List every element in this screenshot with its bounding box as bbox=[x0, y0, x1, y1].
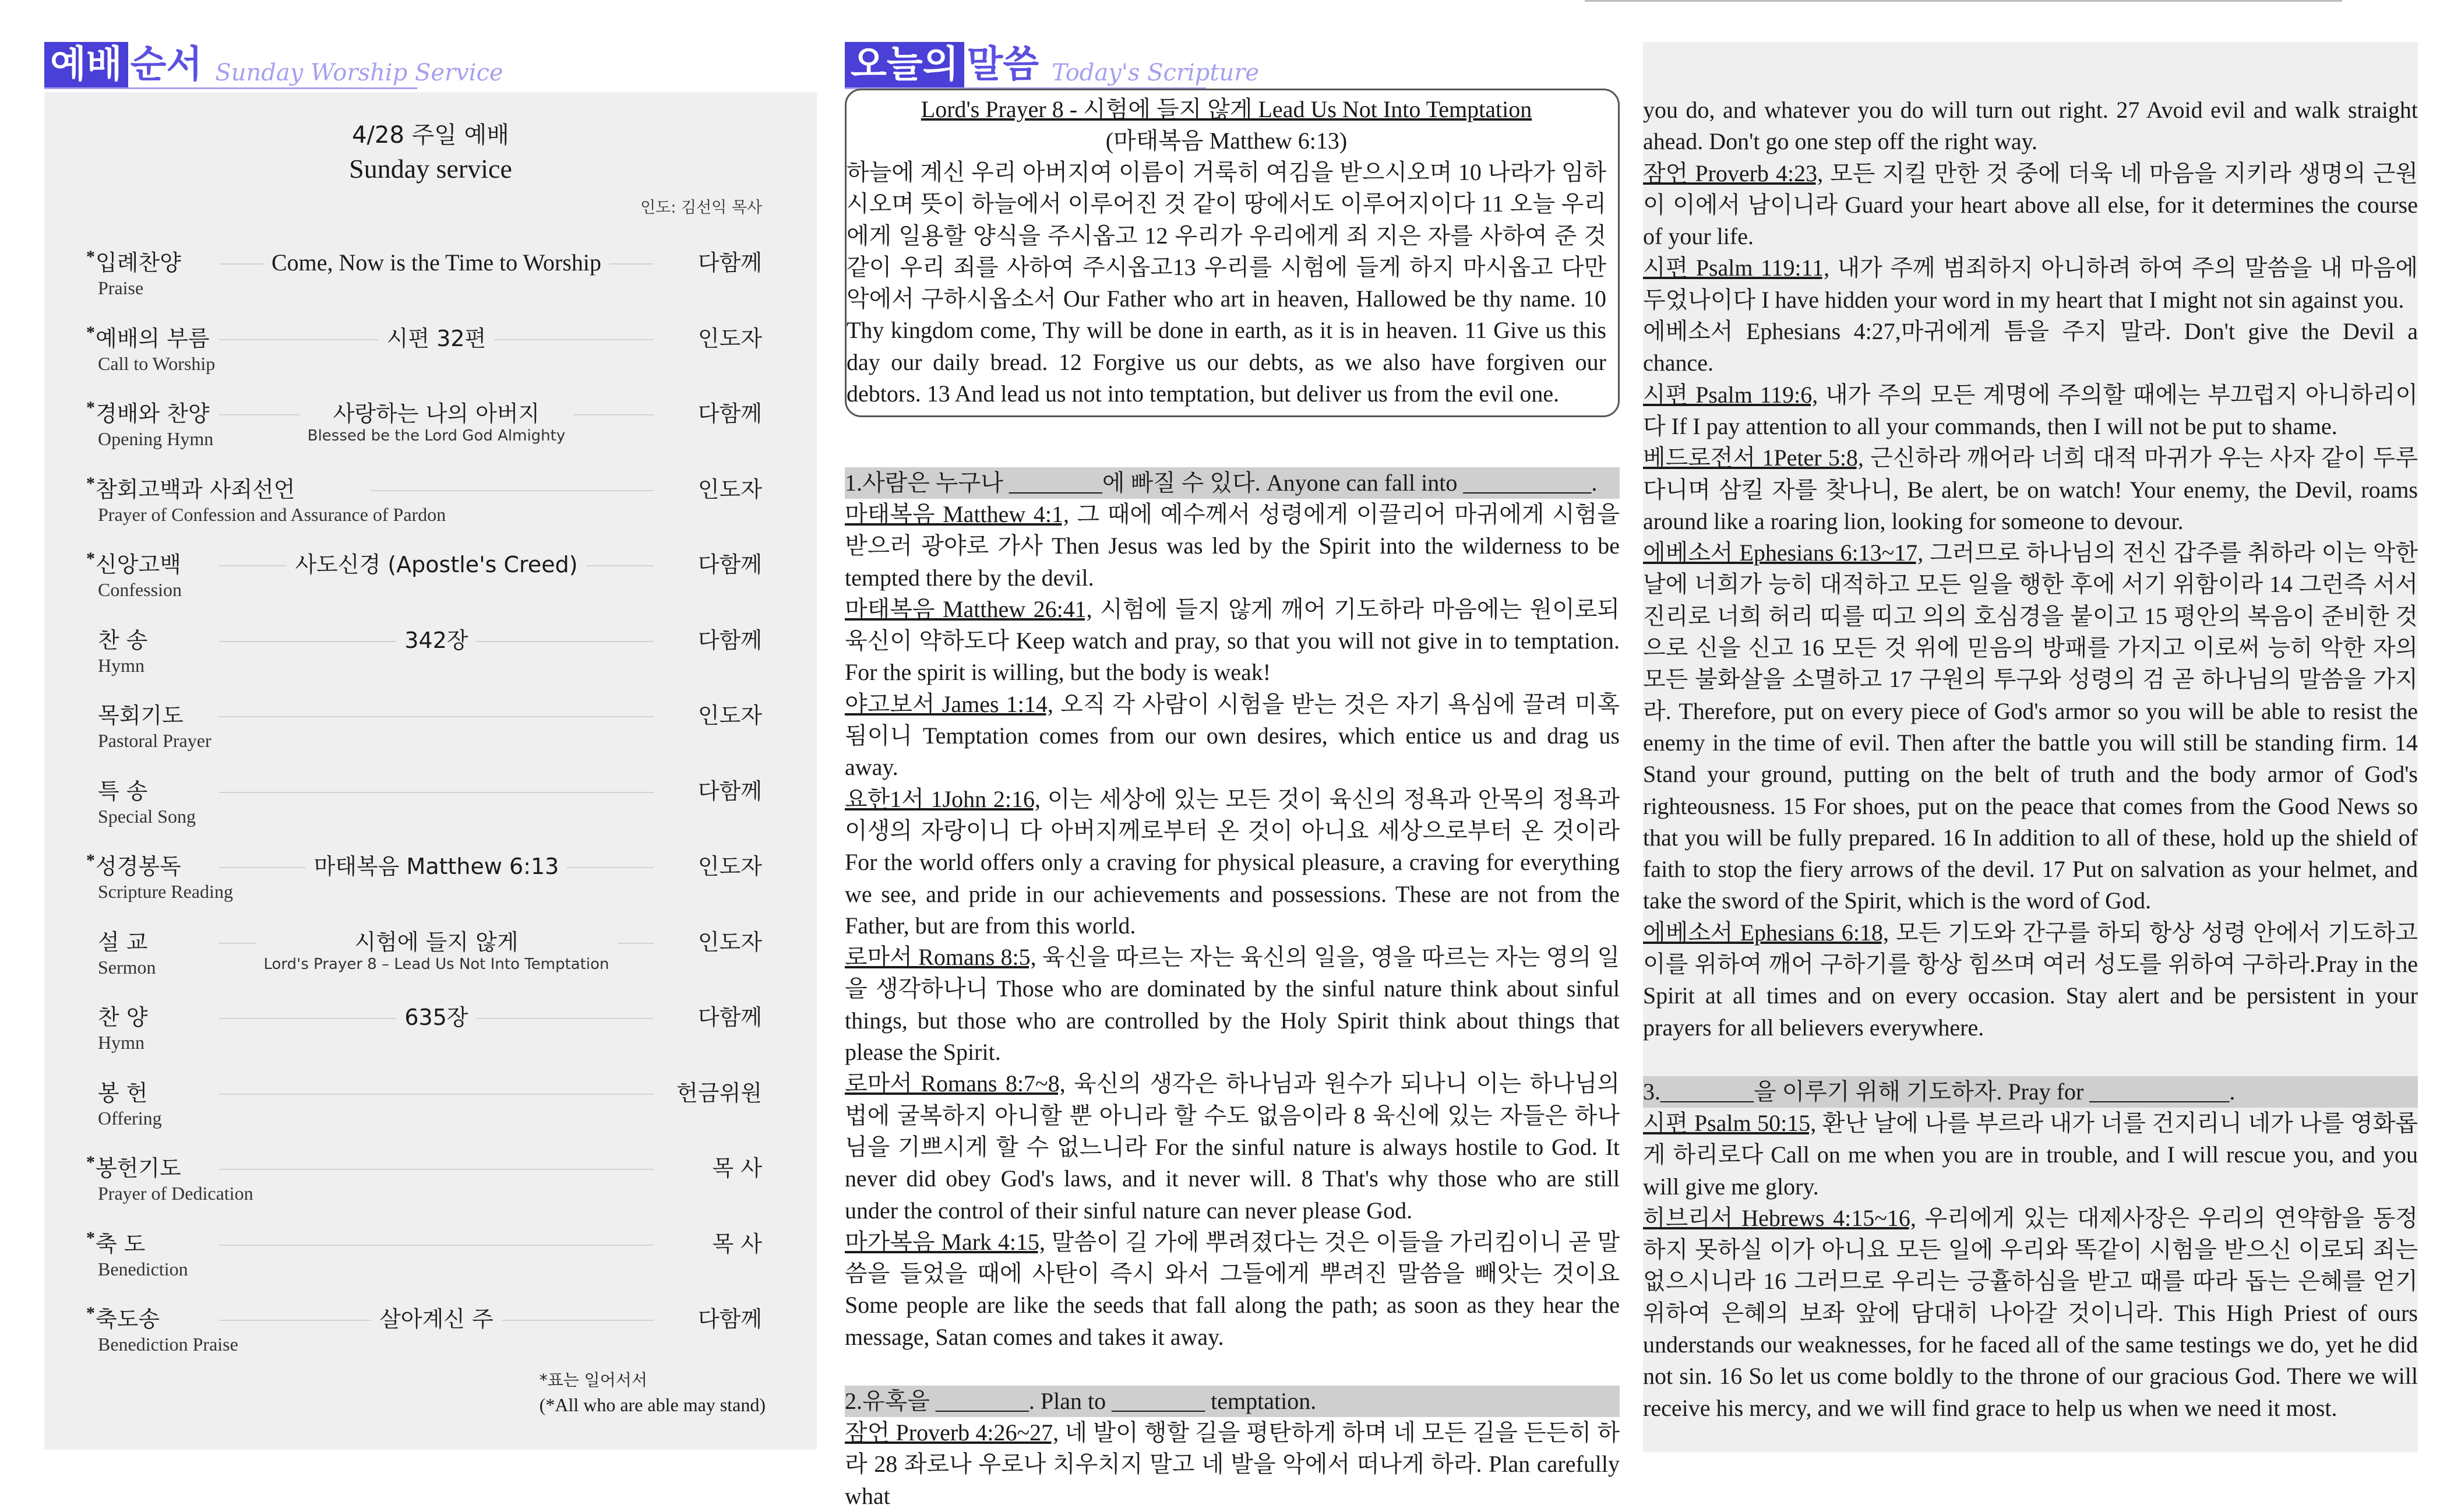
column-2-lead: you do, and whatever you do will turn out right. 27 Avoid evil and walk straight ahead. Don't go one step off the right way. bbox=[1643, 97, 2418, 155]
service-item-content-text: 635장 bbox=[404, 1005, 468, 1030]
verse-text: 근신하라 깨어라 너희 대적 마귀가 우는 사자 같이 두루 다니며 삼킬 자를 찾나니, Be alert, be on watch! Your enemy, the Devil, roams around like a roaring lion, looking for someone to devour. bbox=[1643, 445, 2418, 534]
scripture-tag-script: Today's Scripture bbox=[1052, 59, 1260, 86]
service-item-content bbox=[396, 627, 476, 654]
service-item-center bbox=[219, 400, 654, 445]
service-item-content-text: 시험에 들지 않게 bbox=[354, 929, 519, 955]
service-item bbox=[44, 473, 817, 546]
service-item-content-text: 342장 bbox=[404, 627, 468, 653]
column-1-body bbox=[845, 467, 1620, 1512]
verse-entry bbox=[845, 784, 1620, 942]
service-item-responsible: 인도자 bbox=[697, 929, 762, 955]
scripture-tag-box: 오늘의 bbox=[845, 42, 964, 87]
service-item-responsible: 다함께 bbox=[697, 778, 762, 804]
service-item bbox=[44, 778, 817, 848]
stand-marker: * bbox=[86, 1228, 95, 1247]
service-item-en: Hymn bbox=[98, 654, 144, 676]
column-2-verses bbox=[1643, 94, 2418, 1044]
scripture-header bbox=[845, 35, 1259, 87]
service-item-rule bbox=[371, 490, 654, 491]
service-item bbox=[44, 551, 817, 621]
service-item-en: Special Song bbox=[98, 805, 196, 827]
service-item-content bbox=[379, 325, 495, 352]
service-item-responsible: 인도자 bbox=[697, 325, 762, 351]
service-item-subtitle: Lord's Prayer 8 – Lead Us Not Into Temptation bbox=[263, 955, 609, 973]
verse-ref: 요한1서 1John 2:16, bbox=[845, 785, 1041, 812]
service-item-center bbox=[219, 1306, 654, 1333]
verse-text: 시험에 들지 않게 깨어 기도하라 마음에는 원이로되 육신이 약하도다 Keep watch and pray, so that you will not give in to temptation. For the spirit is willing, but the body is weak! bbox=[845, 595, 1620, 686]
worship-tag-box: 예배 bbox=[44, 42, 128, 87]
service-item-ko: 설 교 bbox=[98, 929, 148, 955]
service-item bbox=[44, 1152, 817, 1225]
service-item-ko: 축 도 bbox=[96, 1231, 146, 1257]
service-item bbox=[44, 1228, 817, 1300]
column-2-list bbox=[1643, 158, 2418, 1044]
stand-marker: * bbox=[86, 549, 95, 568]
verse-entry bbox=[845, 594, 1620, 689]
question-2: 2.유혹을 ________. Plan to ________ temptation. bbox=[845, 1386, 1620, 1417]
service-item-responsible: 다함께 bbox=[697, 1306, 762, 1332]
service-item-responsible: 목 사 bbox=[712, 1155, 762, 1181]
verse-entry bbox=[1643, 252, 2418, 316]
scripture-tag-plain: 말씀 bbox=[967, 43, 1039, 86]
verse-ref: 시편 Psalm 119:6, bbox=[1643, 381, 1818, 408]
verse-text: 육신의 생각은 하나님과 원수가 되나니 이는 하나님의 법에 굴복하지 아니할 뿐 아니라 할 수도 없음이라 8 육신에 있는 자들은 하나님을 기쁘시게 할 수 없느니라 For the sinful nature is always hostile to God. It never did obey God's laws, and it never will. 8 That's why those who are still under the control of their sinful nature can never please God. bbox=[845, 1070, 1620, 1224]
service-item-content-text: 시편 32편 bbox=[386, 325, 486, 351]
service-title-en: Sunday service bbox=[349, 154, 512, 184]
verse-ref: 마태복음 Matthew 4:1, bbox=[845, 501, 1069, 527]
service-item-rule bbox=[219, 1169, 654, 1170]
verse-ref: 히브리서 Hebrews 4:15~16, bbox=[1643, 1204, 1916, 1231]
verse-text: 모든 지킬 만한 것 중에 더욱 네 마음을 지키라 생명의 근원이 이에서 남이니라 Guard your heart above all else, for it determines the course of your life. bbox=[1643, 160, 2418, 250]
verse-text: 우리에게 있는 대제사장은 우리의 연약함을 동정하지 못하실 이가 아니요 모든 일에 우리와 똑같이 시험을 받으신 이로되 죄는 없으시니라 16 그러므로 우리는 긍휼하심을 받고 때를 따라 돕는 은혜를 얻기 위하여 은혜의 보좌 앞에 담대히 나아갈 것이니라. This High Priest of ours understands our weaknesses, for he faced all of the same testings we do, yet he did not sin. 16 So let us come boldly to the throne of our gracious God. There we will receive his mercy, and we will find grace to help us when we need it most. bbox=[1643, 1204, 2418, 1421]
verse-entry bbox=[1643, 379, 2418, 443]
verse-ref: 로마서 Romans 8:7~8, bbox=[845, 1070, 1066, 1097]
scripture-column-2 bbox=[1643, 94, 2418, 1424]
service-item-responsible: 인도자 bbox=[697, 854, 762, 879]
verse-entry bbox=[845, 689, 1620, 784]
service-item-center bbox=[219, 853, 654, 880]
verse-text: 말씀이 길 가에 뿌려졌다는 것은 이들을 가리킴이니 곧 말씀을 들었을 때에 사탄이 즉시 와서 그들에게 뿌려진 말씀을 빼앗는 것이요 Some people are like the seeds that fall along the path; as soon as they hear the message, Satan comes and takes it away. bbox=[845, 1228, 1620, 1350]
service-item-ko: 경배와 찬양 bbox=[96, 401, 210, 427]
service-item-ko: 목회기도 bbox=[98, 703, 184, 728]
verse-text: 내가 주의 모든 계명에 주의할 때에는 부끄럽지 아니하리이다 If I pay attention to all your commands, then I will not be put to shame. bbox=[1643, 381, 2418, 439]
service-leader: 인도: 김선익 목사 bbox=[640, 199, 762, 217]
worship-header bbox=[44, 35, 503, 87]
verse-entry bbox=[845, 1417, 1620, 1512]
verse-text: 오직 각 사람이 시험을 받는 것은 자기 욕심에 끌려 미혹됨이니 Temptation comes from our own desires, which entice us and drag us away. bbox=[845, 690, 1620, 781]
service-item-content-text: 살아계신 주 bbox=[379, 1306, 493, 1332]
service-item-center bbox=[219, 627, 654, 654]
service-item-en: Sermon bbox=[98, 956, 156, 978]
service-item-responsible: 인도자 bbox=[697, 703, 762, 728]
service-item bbox=[44, 400, 817, 470]
service-item-rule bbox=[219, 716, 654, 717]
stand-note-ko: *표는 일어서서 bbox=[539, 1370, 647, 1390]
service-item-responsible: 목 사 bbox=[712, 1231, 762, 1257]
verse-entry bbox=[1643, 158, 2418, 253]
service-item-en: Prayer of Confession and Assurance of Pardon bbox=[98, 503, 446, 525]
service-item-en: Scripture Reading bbox=[98, 881, 233, 902]
service-item-ko: 봉헌기도 bbox=[96, 1155, 181, 1181]
verse-ref: 베드로전서 1Peter 5:8, bbox=[1643, 445, 1864, 471]
worship-tag-script: Sunday Worship Service bbox=[215, 59, 503, 86]
verse-entry bbox=[1643, 1108, 2418, 1203]
verse-entry bbox=[1643, 442, 2418, 537]
verse-text: 에베소서 Ephesians 4:27,마귀에게 틈을 주지 말라. Don't give the Devil a chance. bbox=[1643, 318, 2418, 376]
service-item-content-text: 사랑하는 나의 아버지 bbox=[333, 401, 540, 427]
service-item-ko: 신앙고백 bbox=[96, 552, 181, 577]
verse-entry bbox=[1643, 537, 2418, 917]
question-1: 1.사람은 누구나 ________에 빠질 수 있다. Anyone can fall into ___________. bbox=[845, 467, 1620, 499]
worship-header-rule bbox=[44, 87, 417, 89]
verse-ref: 마가복음 Mark 4:15, bbox=[845, 1228, 1045, 1255]
service-item-en: Pastoral Prayer bbox=[98, 730, 211, 751]
prayer-title bbox=[847, 94, 1606, 157]
service-item bbox=[44, 249, 817, 319]
service-item-ko: 봉 헌 bbox=[98, 1080, 148, 1106]
verse-ref: 로마서 Romans 8:5, bbox=[845, 944, 1036, 971]
verse-ref: 야고보서 James 1:14, bbox=[845, 690, 1053, 717]
service-item-responsible: 인도자 bbox=[697, 476, 762, 502]
service-item-content bbox=[306, 853, 567, 880]
service-item-ko: 축도송 bbox=[96, 1306, 160, 1332]
service-item-ko: 입례찬양 bbox=[96, 250, 181, 276]
verse-text: 그 때에 예수께서 성령에게 이끌리어 마귀에게 시험을 받으러 광야로 가사 Then Jesus was led by the Spirit into the wilderness to be tempted there by the devil. bbox=[845, 501, 1620, 591]
service-item-en: Benediction Praise bbox=[98, 1334, 238, 1355]
service-item bbox=[44, 1080, 817, 1150]
service-item-ko: 찬 송 bbox=[98, 627, 148, 653]
service-item-responsible: 헌금위원 bbox=[676, 1080, 762, 1106]
verse-entry bbox=[1643, 1203, 2418, 1424]
service-item-en: Hymn bbox=[98, 1032, 144, 1053]
service-item bbox=[44, 853, 817, 923]
stand-marker: * bbox=[86, 1303, 95, 1323]
service-title-ko: 4/28 주일 예배 bbox=[352, 122, 509, 149]
verse-text: 육신을 따르는 자는 육신의 일을, 영을 따르는 자는 영의 일을 생각하나니 Those who are dominated by the sinful nature think about sinful things, but those who are controlled by the Holy Spirit think about things that please the Spirit. bbox=[845, 944, 1620, 1066]
service-item-rule bbox=[219, 792, 654, 793]
verse-entry bbox=[845, 942, 1620, 1068]
stand-marker: * bbox=[86, 851, 95, 870]
order-of-service-panel bbox=[44, 92, 817, 1450]
service-item-ko: 특 송 bbox=[98, 778, 148, 804]
service-item bbox=[44, 1004, 817, 1074]
prayer-text: 하늘에 계신 우리 아버지여 이름이 거룩히 여김을 받으시오며 10 나라가 임하시오며 뜻이 하늘에서 이루어진 것 같이 땅에서도 이루어지이다 11 오늘 우리에게 일용할 양식을 주시옵고 12 우리가 우리에게 죄 지은 자를 사하여 준 것 같이 우리 죄를 사하여 주시옵고13 우리를 시험에 들게 하지 마시옵고 다만 악에서 구하시옵소서 Our Father who art in heaven, Hallowed be thy name. 10 Thy kingdom come, Thy will be done in earth, as it is in heaven. 11 Give us this day our daily bread. 12 Forgive us our debts, as we also have forgiven our debtors. 13 And lead us not into temptation, but deliver us from the evil one. bbox=[847, 159, 1606, 407]
service-item-content-text: Come, Now is the Time to Worship bbox=[271, 249, 602, 276]
column-2-tail bbox=[1643, 1108, 2418, 1424]
service-item-content bbox=[256, 929, 618, 973]
verse-ref: 시편 Psalm 50:15, bbox=[1643, 1109, 1817, 1136]
worship-tag-plain: 순서 bbox=[130, 43, 203, 86]
service-item bbox=[44, 702, 817, 772]
verse-text: 그러므로 하나님의 전신 갑주를 취하라 이는 악한 날에 너희가 능히 대적하고 모든 일을 행한 후에 서기 위함이라 14 그런즉 서서 진리로 너희 허리 띠를 띠고 의의 호심경을 붙이고 15 평안의 복음이 준비한 것으로 신을 신고 16 모든 것 위에 믿음의 방패를 가지고 이로써 능히 악한 자의 모든 불화살을 소멸하고 17 구원의 투구와 성령의 검 곧 하나님의 말씀을 가지라. Therefore, put on every piece of God's armor so you will be able to resist the enemy in the time of evil. Then after the battle you will still be standing firm. 14 Stand your ground, putting on the belt of truth and the body armor of God's righteousness. 15 For shoes, put on the peace that comes from the Good News so that you will be fully prepared. 16 In addition to all of these, hold up the shield of faith to stop the fiery arrows of the devil. 17 Put on salvation as your helmet, and take the sword of the Spirit, which is the word of God. bbox=[1643, 540, 2418, 914]
service-item-center bbox=[219, 1004, 654, 1031]
service-item bbox=[44, 627, 817, 697]
verse-text: 환난 날에 나를 부르라 내가 너를 건지리니 네가 나를 영화롭게 하리로다 Call on me when you are in trouble, and I will rescue you, and you will give me glory. bbox=[1643, 1109, 2418, 1200]
stand-marker: * bbox=[86, 473, 95, 493]
service-item-en: Call to Worship bbox=[98, 353, 216, 374]
verse-text: 이는 세상에 있는 모든 것이 육신의 정욕과 안목의 정욕과 이생의 자랑이니 다 아버지께로부터 온 것이 아니요 세상으로부터 온 것이라 For the world offers only a craving for physical pleasure, a craving for everything we see, and pride in our achievements and possessions. These are not from the Father, but are from this world. bbox=[845, 785, 1620, 939]
verse-ref: 에베소서 Ephesians 6:18, bbox=[1643, 919, 1889, 946]
service-item-content bbox=[396, 1004, 476, 1031]
verse-ref: 에베소서 Ephesians 6:13~17, bbox=[1643, 540, 1924, 566]
service-item bbox=[44, 322, 817, 395]
service-item-en: Confession bbox=[98, 579, 182, 600]
verse-entry bbox=[845, 1226, 1620, 1353]
verse-text: 내가 주께 범죄하지 아니하려 하여 주의 말씀을 내 마음에 두었나이다 I have hidden your word in my heart that I might not sin against you. bbox=[1643, 255, 2418, 313]
service-item-center bbox=[219, 929, 654, 973]
service-item-en: Offering bbox=[98, 1107, 162, 1129]
service-item-responsible: 다함께 bbox=[697, 401, 762, 427]
prayer-title-main: Lord's Prayer 8 - 시험에 들지 않게 Lead Us Not Into Temptation bbox=[921, 96, 1532, 122]
service-item-center bbox=[219, 551, 654, 578]
service-item-responsible: 다함께 bbox=[697, 250, 762, 276]
top-rule bbox=[1585, 0, 2342, 2]
service-item-responsible: 다함께 bbox=[697, 627, 762, 653]
verse-ref: 시편 Psalm 119:11, bbox=[1643, 255, 1830, 281]
verse-entry bbox=[1643, 917, 2418, 1044]
service-item-en: Prayer of Dedication bbox=[98, 1183, 253, 1204]
spacer bbox=[1643, 1044, 2418, 1076]
verse-text: 모든 기도와 간구를 하되 항상 성령 안에서 기도하고 이를 위하여 깨어 구하기를 항상 힘쓰며 여러 성도를 위하여 구하라.Pray in the Spirit at all times and on every occasion. Stay alert and be persistent in your prayers for all believers everywhere. bbox=[1643, 919, 2418, 1041]
stand-note bbox=[540, 1368, 766, 1417]
service-item-center bbox=[219, 325, 654, 352]
service-item-rule bbox=[219, 1245, 654, 1246]
service-item-ko: 예배의 부름 bbox=[96, 325, 210, 351]
column-1-tail bbox=[845, 1417, 1620, 1512]
stand-marker: * bbox=[86, 398, 95, 417]
service-item bbox=[44, 1303, 817, 1376]
service-item-content-text: 마태복음 Matthew 6:13 bbox=[313, 854, 559, 879]
question-3: 3.________을 이루기 위해 기도하자. Pray for ____________. bbox=[1643, 1076, 2418, 1108]
verse-entry bbox=[845, 1068, 1620, 1226]
stand-marker: * bbox=[86, 1152, 95, 1172]
stand-marker: * bbox=[86, 247, 95, 266]
service-item-subtitle: Blessed be the Lord God Almighty bbox=[307, 427, 566, 445]
service-item-en: Benediction bbox=[98, 1258, 188, 1280]
service-item-content bbox=[287, 551, 586, 578]
spacer bbox=[845, 1353, 1620, 1386]
stand-note-en: (*All who are able may stand) bbox=[539, 1394, 766, 1415]
lords-prayer-box bbox=[845, 89, 1620, 417]
service-item-content bbox=[371, 1306, 502, 1333]
verse-entry bbox=[1643, 316, 2418, 379]
service-item-ko: 성경봉독 bbox=[96, 854, 181, 879]
service-item-responsible: 다함께 bbox=[697, 1005, 762, 1030]
service-item-responsible: 다함께 bbox=[697, 552, 762, 577]
service-item-content bbox=[263, 249, 609, 276]
verse-text: 네 발이 행할 길을 평탄하게 하며 네 모든 길을 든든히 하라 28 좌로나 우로나 치우치지 말고 네 발을 악에서 떠나게 하라. Plan carefully what bbox=[845, 1419, 1620, 1509]
service-item-en: Praise bbox=[98, 277, 144, 298]
verse-ref: 잠언 Proverb 4:23, bbox=[1643, 160, 1824, 186]
service-item-en: Opening Hymn bbox=[98, 428, 214, 449]
service-item-content bbox=[299, 400, 574, 445]
service-item-rule bbox=[219, 1094, 654, 1095]
verse-ref: 마태복음 Matthew 26:41, bbox=[845, 595, 1092, 622]
verse-entry bbox=[845, 499, 1620, 594]
service-item-content-text: 사도신경 (Apostle's Creed) bbox=[295, 552, 578, 577]
stand-marker: * bbox=[86, 322, 95, 342]
service-item-center bbox=[219, 249, 654, 276]
service-item-ko: 참회고백과 사죄선언 bbox=[96, 476, 295, 502]
verse-ref: 잠언 Proverb 4:26~27, bbox=[845, 1419, 1059, 1446]
prayer-title-ref: (마태복음 Matthew 6:13) bbox=[1105, 128, 1348, 154]
column-1-verses bbox=[845, 499, 1620, 1353]
service-item-ko: 찬 양 bbox=[98, 1005, 148, 1030]
service-item bbox=[44, 929, 817, 999]
